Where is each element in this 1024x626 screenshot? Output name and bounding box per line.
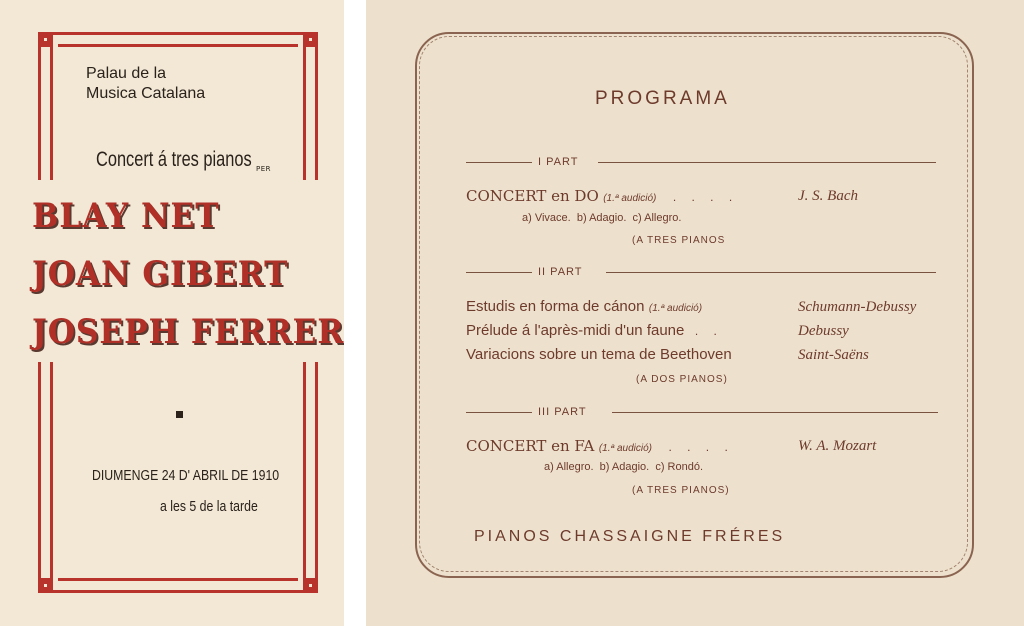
part-label: II PART xyxy=(538,266,583,278)
border-left-inner-bottom xyxy=(50,362,53,593)
movement: c) Rondó. xyxy=(655,461,704,473)
performer-name: BLAY NET xyxy=(32,196,220,236)
program-cover xyxy=(0,0,344,626)
movement: c) Allegro. xyxy=(632,212,682,224)
venue-name xyxy=(86,64,205,104)
program-page xyxy=(366,0,1024,626)
sponsor-footer: PIANOS CHASSAIGNE FRÉRES xyxy=(474,528,786,545)
performer-name: JOAN GIBERT xyxy=(32,254,289,294)
border-top-inner xyxy=(58,44,298,47)
part-divider xyxy=(466,156,936,168)
instrumentation: (A TRES PIANOS xyxy=(632,235,726,246)
part-divider xyxy=(466,406,938,418)
border-right-inner-bottom xyxy=(303,362,306,593)
movements xyxy=(522,212,681,224)
work-note: (1.ª audició) xyxy=(648,303,703,314)
border-left-inner-top xyxy=(50,32,53,180)
work-composer: Saint-Saëns xyxy=(798,347,869,363)
concert-title: Concert á tres pianos xyxy=(96,148,252,171)
work-row xyxy=(466,437,734,456)
part-label: III PART xyxy=(538,406,587,418)
work-title: Variacions sobre un tema de Beethoven xyxy=(466,346,732,363)
border-left-outer-top xyxy=(38,32,41,180)
work-row xyxy=(466,298,702,316)
border-right-outer-top xyxy=(315,32,318,180)
movements xyxy=(544,461,703,473)
border-bottom-outer xyxy=(38,590,318,593)
border-right-inner-top xyxy=(303,32,306,180)
work-note: (1.ª audició) xyxy=(598,443,652,454)
venue-line-1: Palau de la xyxy=(86,65,167,82)
part-label: I PART xyxy=(538,156,579,168)
work-row xyxy=(466,346,732,364)
work-title: CONCERT en FA xyxy=(466,437,595,455)
work-composer: J. S. Bach xyxy=(798,188,858,204)
concert-time: a les 5 de la tarde xyxy=(160,498,258,515)
per-label: PER xyxy=(256,165,272,173)
part-divider xyxy=(466,266,936,278)
movement: b) Adagio. xyxy=(576,212,627,224)
border-top-outer xyxy=(38,32,318,35)
work-composer: W. A. Mozart xyxy=(798,438,877,454)
work-title: Prélude á l'après-midi d'un faune xyxy=(466,322,685,339)
movement: a) Allegro. xyxy=(544,461,594,473)
square-ornament xyxy=(176,411,183,418)
concert-date: DIUMENGE 24 D' ABRIL DE 1910 xyxy=(92,467,280,484)
venue-line-2: Musica Catalana xyxy=(86,85,206,102)
movement: b) Adagio. xyxy=(599,461,650,473)
movement: a) Vivace. xyxy=(522,212,571,224)
work-note: (1.ª audició) xyxy=(603,193,657,204)
leader-dots: . . xyxy=(694,324,723,338)
border-right-outer-bottom xyxy=(315,362,318,593)
leader-dots: . . . . xyxy=(672,190,739,204)
work-title: CONCERT en DO xyxy=(466,187,599,205)
border-left-outer-bottom xyxy=(38,362,41,593)
work-composer: Debussy xyxy=(798,323,849,339)
performer-name: JOSEPH FERRER xyxy=(32,312,344,352)
program-title: PROGRAMA xyxy=(595,88,730,109)
work-row xyxy=(466,322,723,340)
work-title: Estudis en forma de cánon xyxy=(466,298,645,315)
leader-dots: . . . . xyxy=(668,440,734,454)
instrumentation: (A DOS PIANOS) xyxy=(636,374,728,385)
instrumentation: (A TRES PIANOS) xyxy=(632,485,730,496)
border-bottom-inner xyxy=(58,578,298,581)
work-row xyxy=(466,187,738,206)
work-composer: Schumann-Debussy xyxy=(798,299,917,315)
